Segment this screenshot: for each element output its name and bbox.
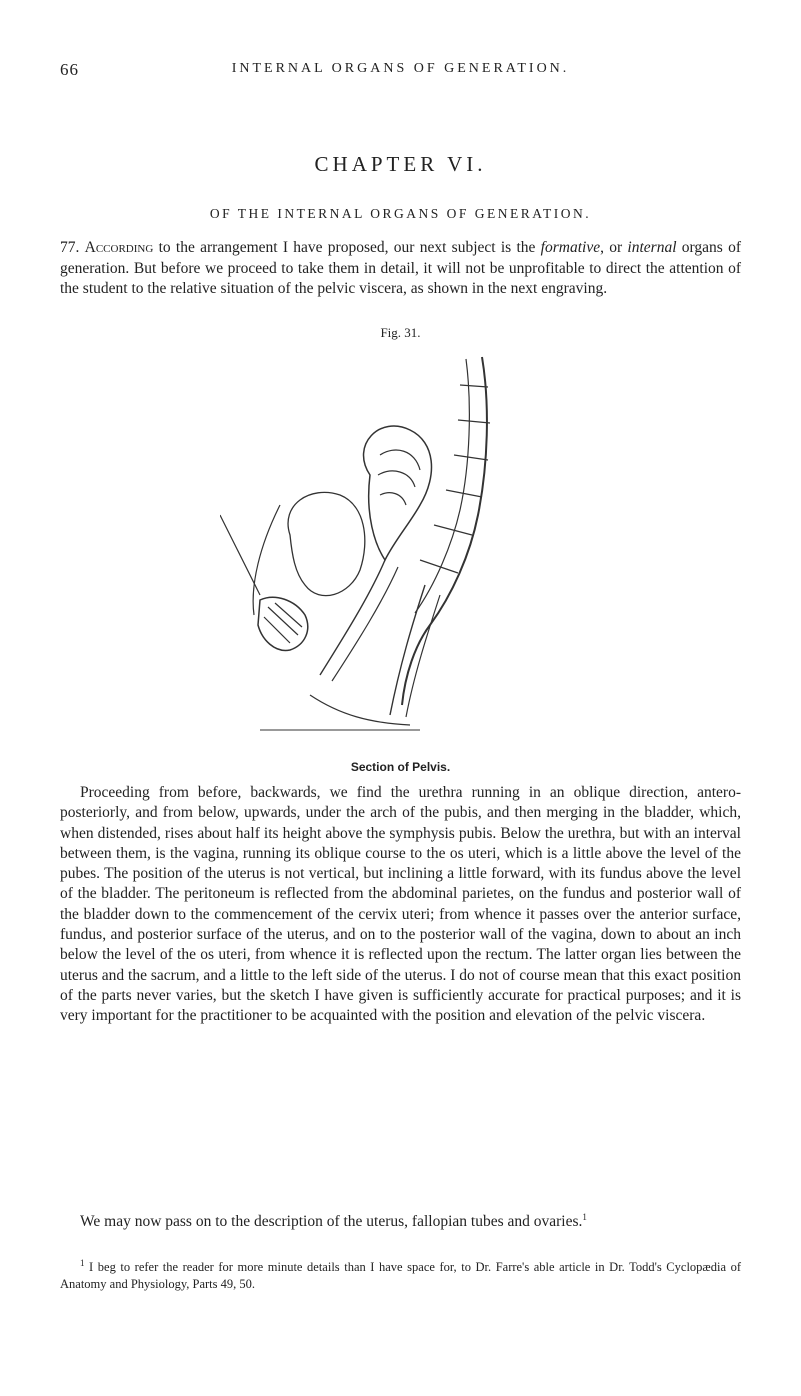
leg-line (220, 515, 260, 595)
chapter-subtitle: OF THE INTERNAL ORGANS OF GENERATION. (209, 206, 592, 221)
rectum-wall (406, 595, 440, 717)
running-title: INTERNAL ORGANS OF GENERATION. (231, 61, 570, 76)
pubis-outline (258, 597, 308, 650)
paragraph-number: 77. (60, 239, 80, 256)
paragraph-transition-text: We may now pass on to the description of the uterus, fallopian tubes and ovaries. (80, 1213, 583, 1231)
footnote-mark: 1 (80, 1258, 85, 1268)
vertebra-1 (460, 385, 488, 387)
paragraph-text-c: organs of generation. But before we proceed to take them in detail, it will not be unprofitable to direct the attention of the student to the relative situation of the pelvic viscera, as shown in the next engraving. (60, 239, 742, 297)
vagina-wall (332, 567, 398, 681)
running-head (60, 60, 741, 84)
paragraph-text-a: to the arrangement I have proposed, our next subject is the (153, 239, 541, 256)
paragraph-77 (60, 238, 741, 300)
paragraph-pelvic-viscera: Proceeding from before, backwards, we find the urethra running in an oblique direction, antero-posteriorly, and from below, upwards, under the arch of the pubis, and then merging in the bladder, which, when distended, rises about half its height above the symphysis pubis. Below the urethra, but with an interval between them, is the vagina, running its oblique course to the os uteri, which is a little above the level of the pubes. The position of the uterus is not vertical, but inclining a little forward, with its fundus above the level of the bladder. The peritoneum is reflected from the abdominal parietes, on the fundus and posterior wall of the bladder down to the commencement of the cervix uteri; from whence it passes over the anterior surface, fundus, and posterior surface of the uterus, and on to the posterior wall of the vagina, down to about an inch below the level of the os uteri, from whence it is reflected upon the rectum. The latter organ lies between the uterus and the sacrum, and a little to the left side of the uterus. I do not of course mean that this exact position of the parts never varies, but the sketch I have given is sufficiently accurate for practical purposes; and it is very important for the practitioner to be acquainted with the position and elevation of the pelvic viscera. (60, 784, 741, 1025)
page-number: 66 (60, 60, 79, 79)
emphasis-formative: formative (540, 239, 601, 256)
spine-outline (402, 357, 487, 705)
vertebra-3 (454, 455, 488, 460)
paragraph-text-b: , or (600, 239, 628, 256)
vagina-canal (320, 560, 385, 675)
uterus-shading (378, 450, 420, 505)
pelvis-section-engraving (220, 345, 550, 745)
vertebra-2 (458, 420, 490, 423)
figure-label: Fig. 31. (380, 325, 421, 340)
uterus-outline (364, 426, 432, 560)
spine-inner (415, 359, 469, 613)
footnote-text: I beg to refer the reader for more minute details than I have space for, to Dr. Farre's able article in Dr. Todd's Cyclopædia of Anatomy and Physiology, Parts 49, 50. (60, 1260, 741, 1291)
chapter-title: CHAPTER VI. (314, 152, 487, 176)
rectum-canal (390, 585, 425, 715)
emphasis-internal: internal (627, 239, 677, 256)
footnote (60, 1255, 741, 1292)
bladder-outline (288, 492, 365, 595)
pubis-hatching (264, 603, 302, 643)
paragraph-transition (60, 1207, 741, 1232)
perineum-line (310, 695, 410, 725)
paragraph-lead-word: According (84, 239, 154, 256)
figure-caption: Section of Pelvis. (350, 760, 451, 774)
footnote-reference: 1 (582, 1212, 587, 1222)
